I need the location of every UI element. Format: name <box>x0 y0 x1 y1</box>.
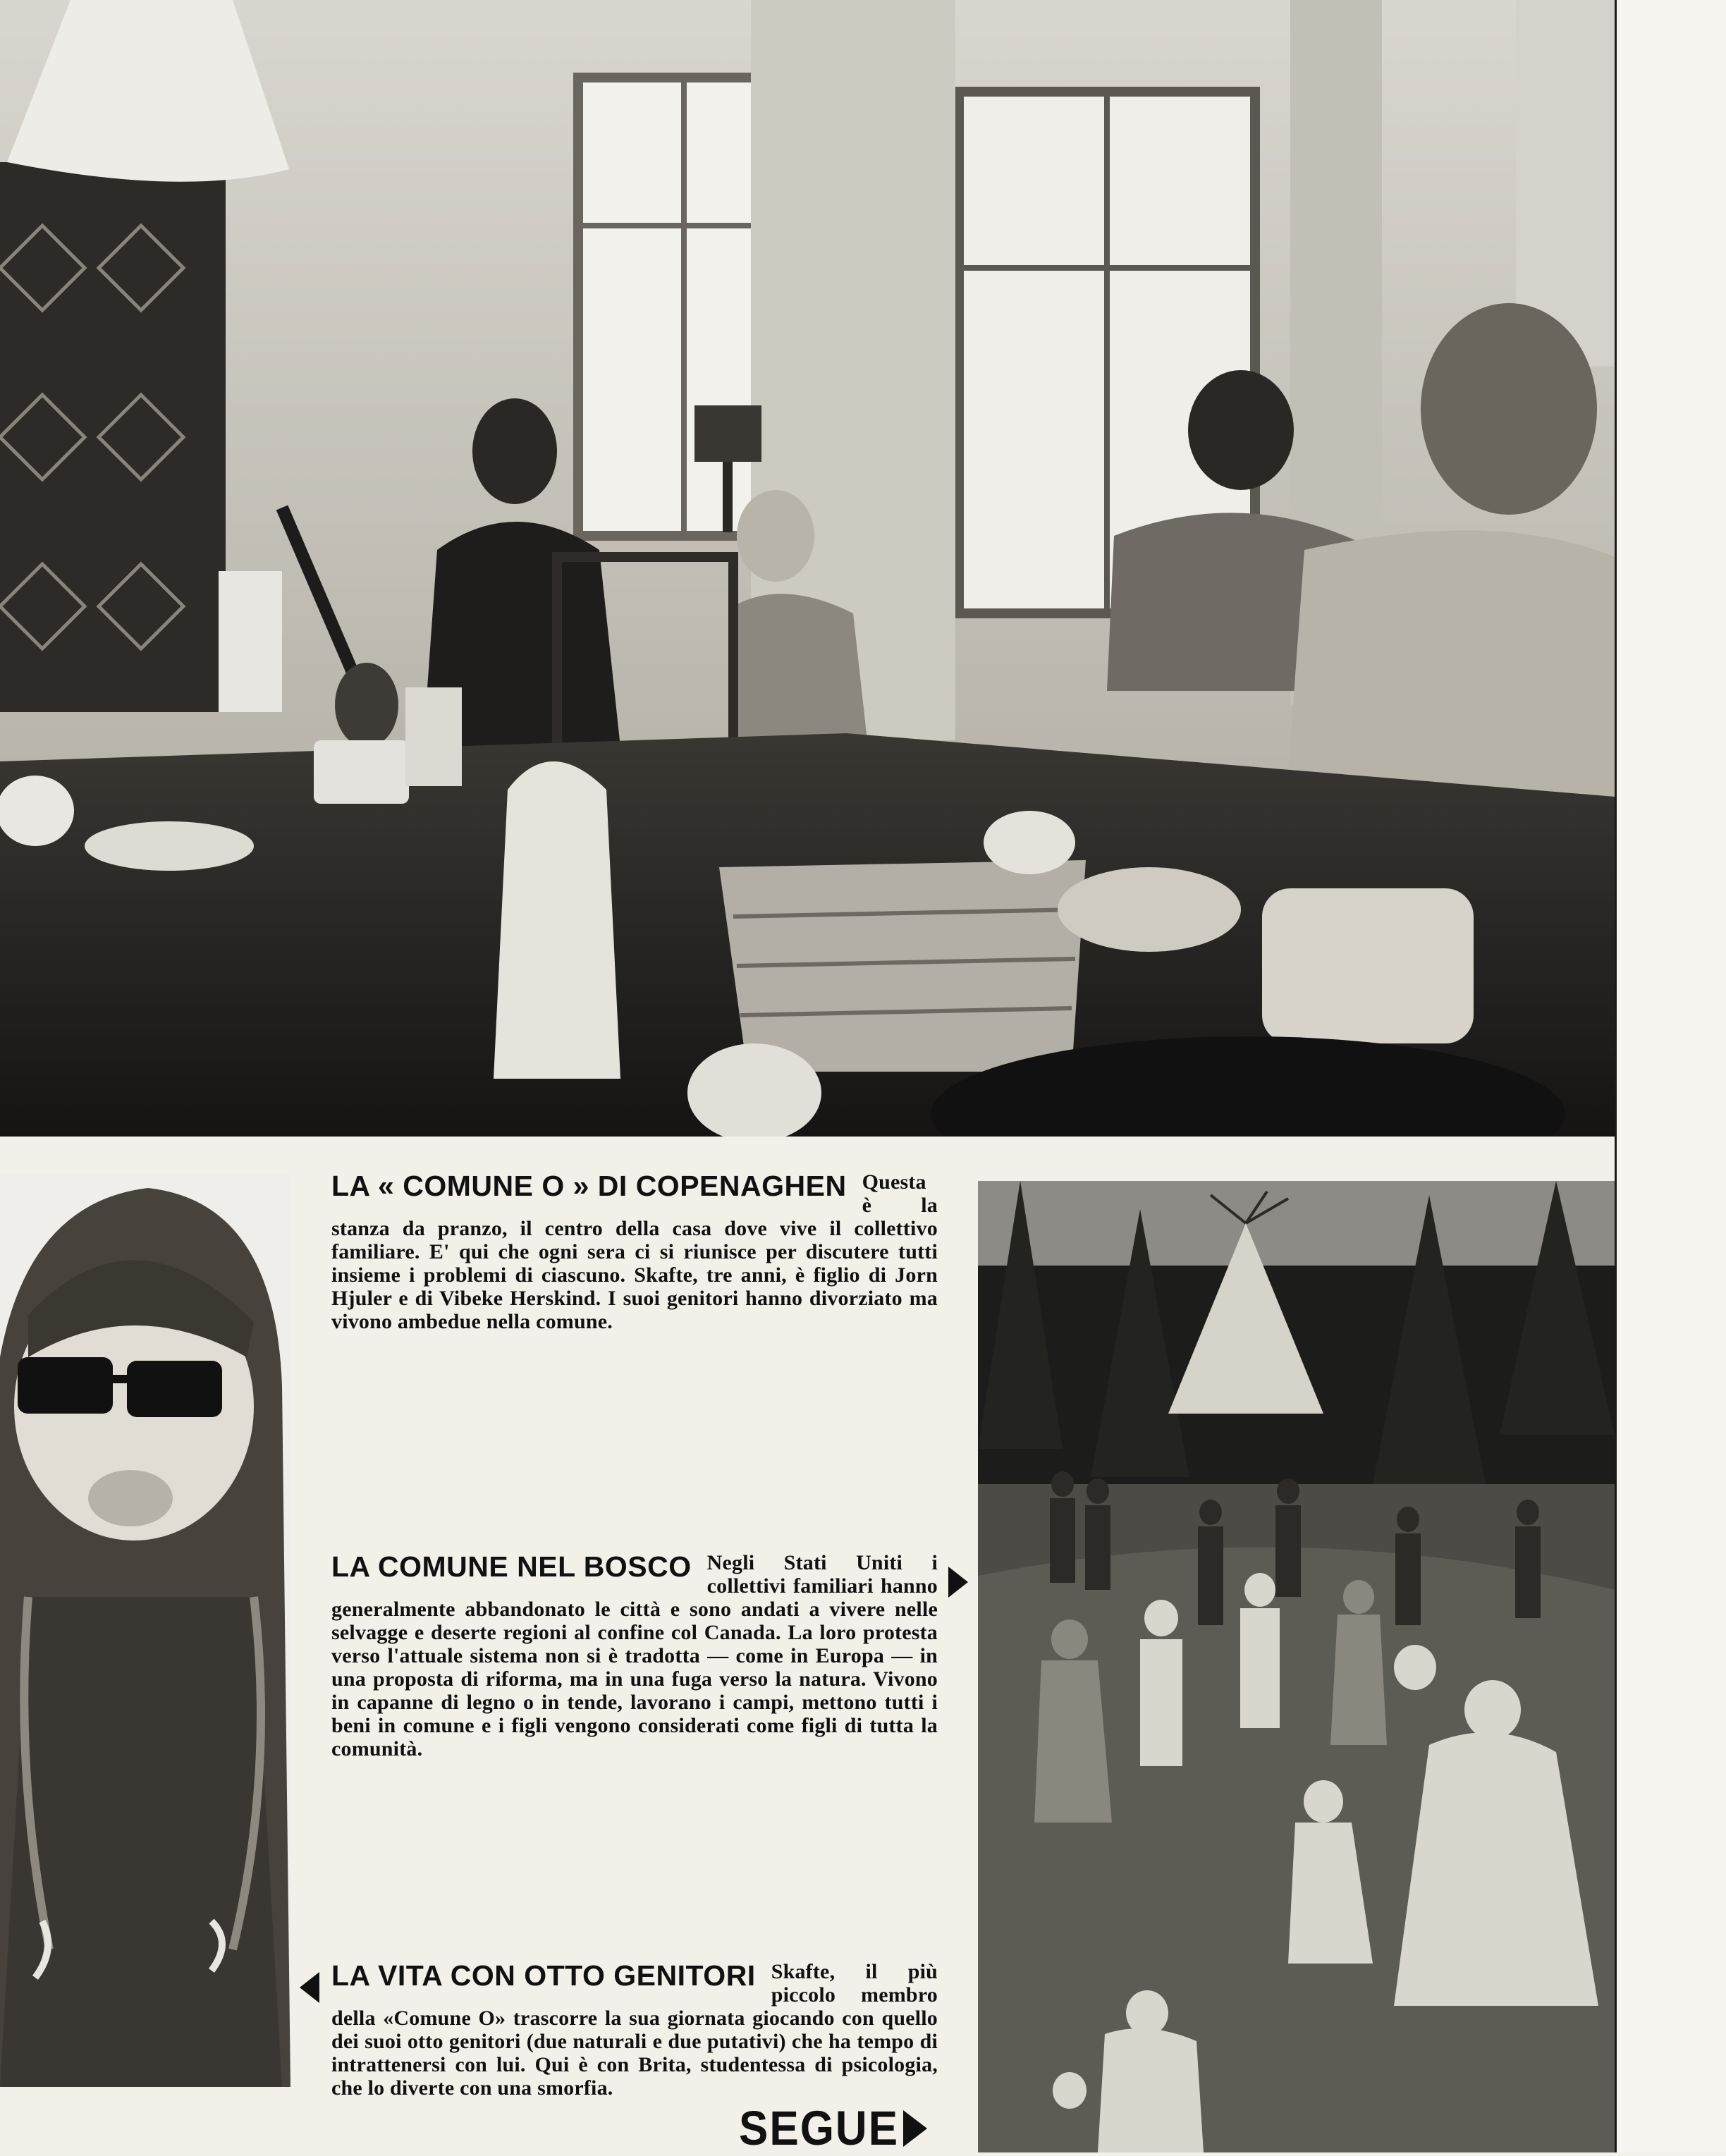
caption-bosco-text: Negli Stati Uniti i collettivi familiari hanno generalmente abbandonato le città e sono andati a vivere nelle selvagge e deserte regioni al confine col Canada. La loro protesta verso l'attuale sistema non si è tradotta — come in Europa — in una proposta di riforma, ma in una fuga verso la natura. Vivono in capanne di legno o in tende, lavorano i campi, mettono tutti i beni in comune e i figli vengono considerati come figli di tutta la comunità. <box>331 1551 938 1760</box>
caption-copenhagen-body <box>331 1170 938 1333</box>
caption-vita <box>331 1960 938 2100</box>
child-portrait-photo <box>0 1174 290 2087</box>
continue-marker[interactable] <box>739 2102 927 2155</box>
arrow-right-icon <box>948 1567 968 1598</box>
caption-copenhagen-heading: LA « COMUNE O » DI COPENAGHEN <box>331 1170 847 1202</box>
continue-label: SEGUE <box>739 2102 900 2155</box>
caption-copenhagen <box>331 1170 938 1333</box>
caption-vita-body <box>331 1960 938 2100</box>
arrow-left-icon <box>300 1972 319 2003</box>
caption-bosco-heading: LA COMUNE NEL BOSCO <box>331 1550 692 1583</box>
page-edge-strip <box>1615 0 1726 2152</box>
dining-room-photo <box>0 0 1615 1137</box>
caption-bosco-body <box>331 1551 938 1760</box>
caption-vita-text: Skafte, il più piccolo membro della «Comune O» trascorre la sua giornata giocando con quello dei suoi otto genitori (due naturali e due putativi) che ha tempo di intrattenersi con lui. Qui è con Brita, studentessa di psicologia, che lo diverte con una smorfia. <box>331 1960 938 2100</box>
forest-commune-photo <box>978 1181 1615 2152</box>
caption-bosco <box>331 1551 938 1760</box>
caption-vita-heading: LA VITA CON OTTO GENITORI <box>331 1959 756 1992</box>
caption-copenhagen-text: Questa è la stanza da pranzo, il centro della casa dove vive il collettivo familiare. E' qui che ogni sera ci si riunisce per discutere tutti insieme i problemi di ciascuno. Skafte, tre anni, è figlio di Jorn Hjuler e di Vibeke Herskind. I suoi genitori hanno divorziato ma vivono ambedue nella comune. <box>331 1170 938 1333</box>
continue-arrow-icon <box>903 2110 927 2147</box>
